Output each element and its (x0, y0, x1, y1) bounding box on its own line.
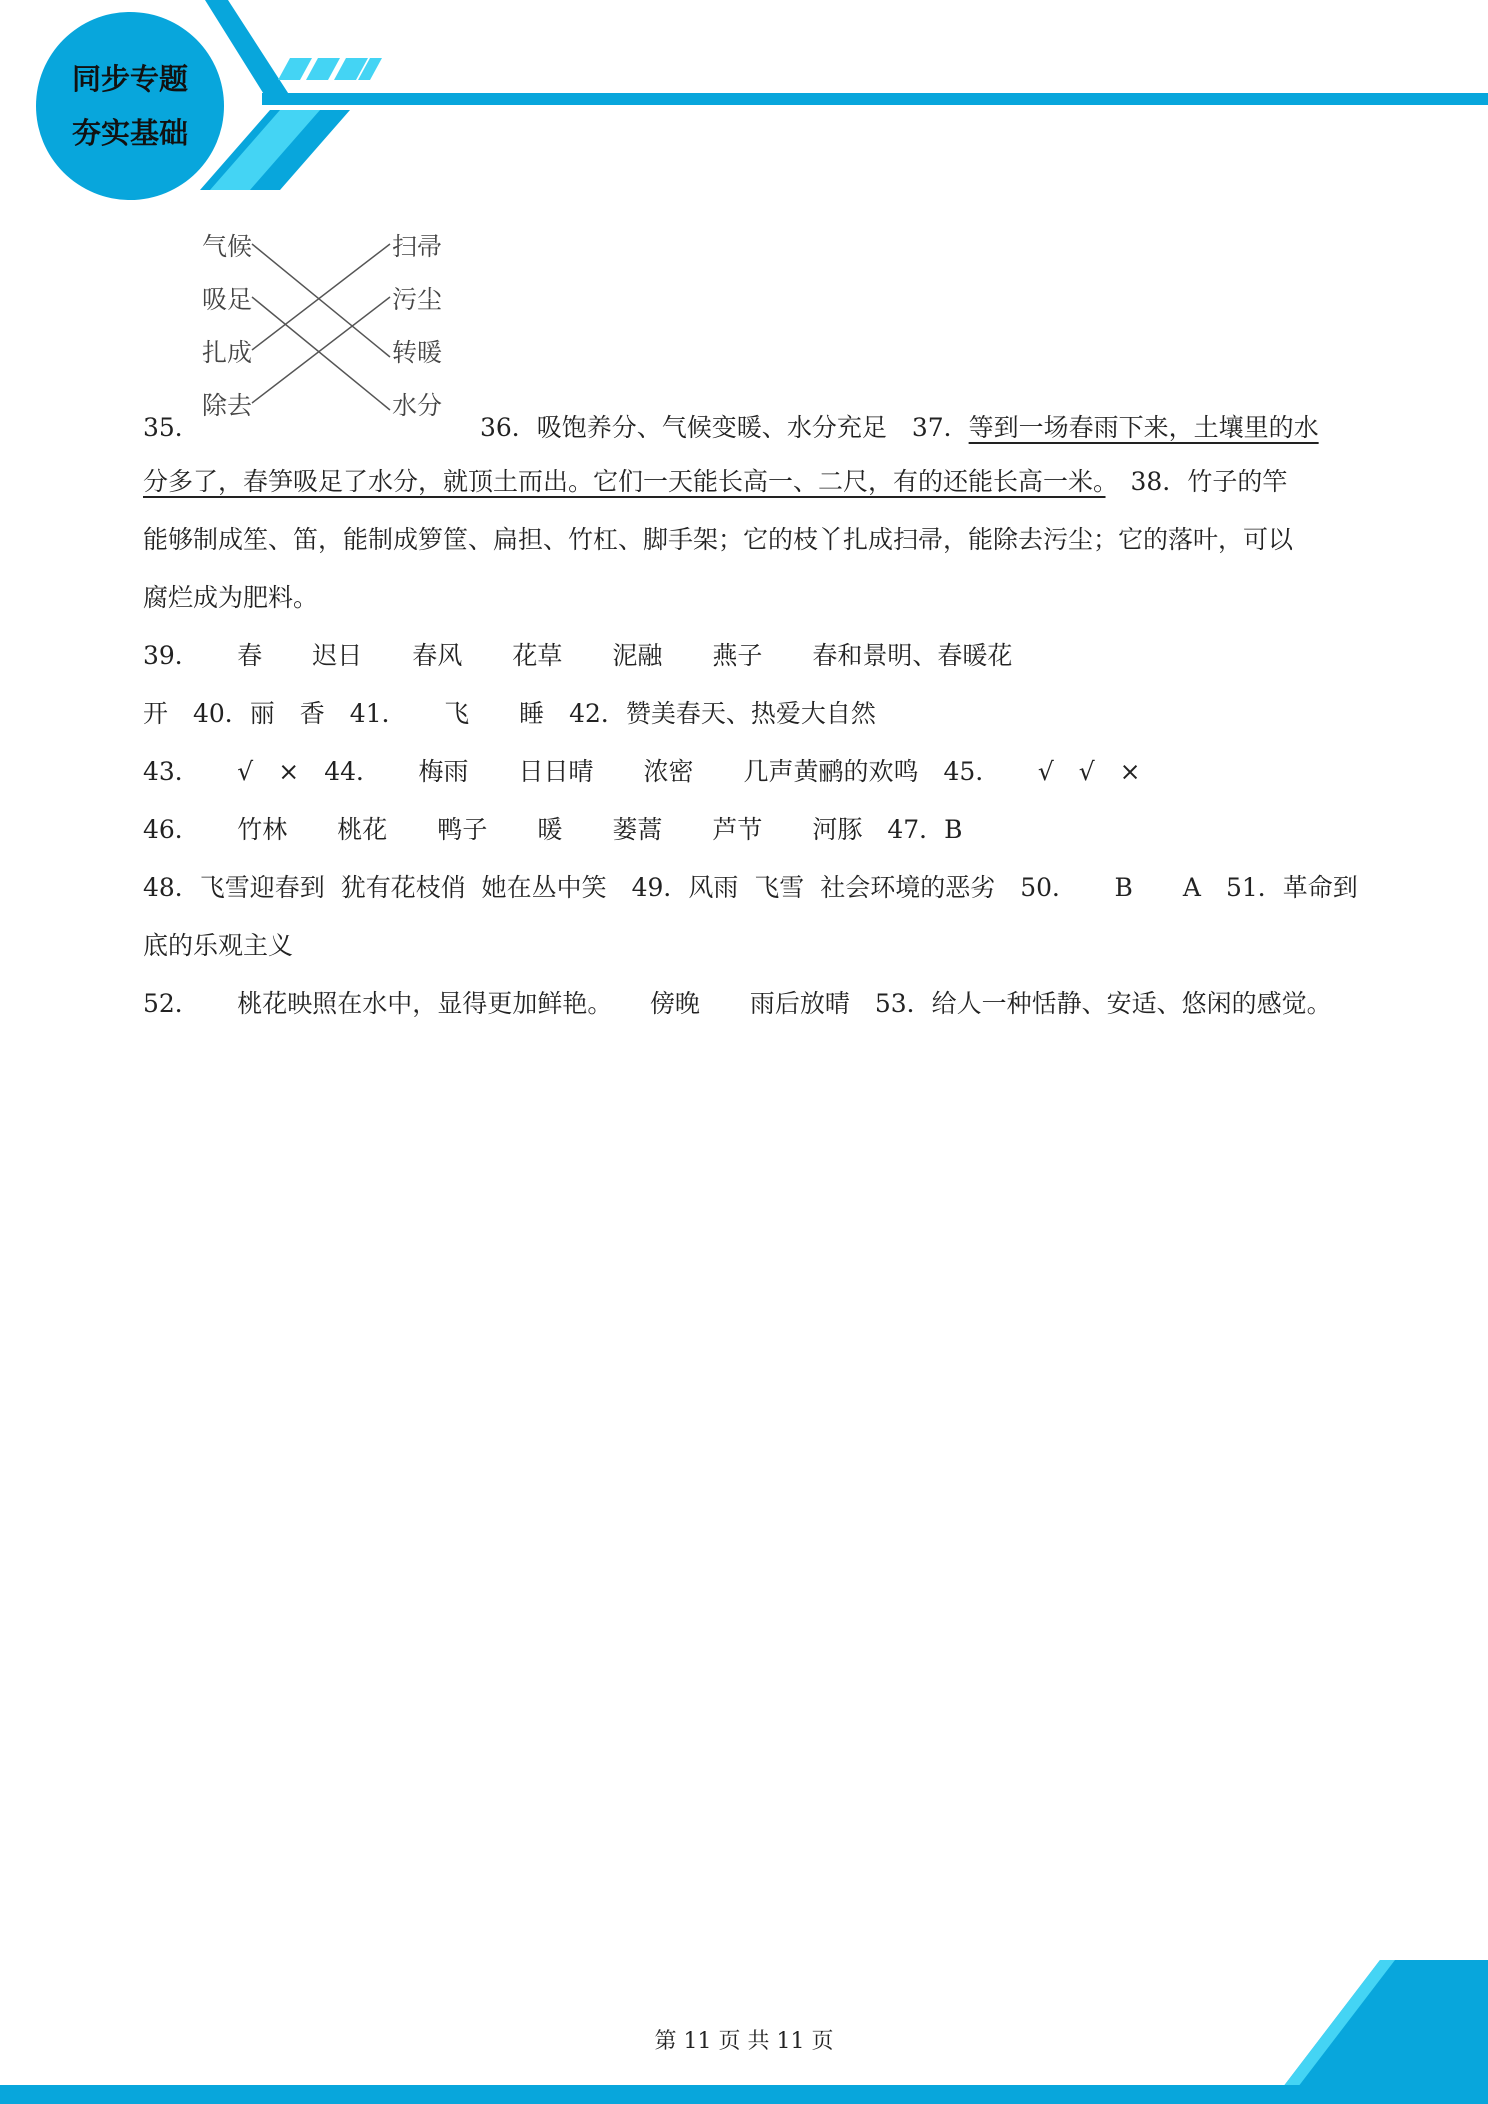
line-tie-broom (252, 244, 390, 350)
q38-start: 38．竹子的竿 (1105, 467, 1288, 496)
answer-line-40 (143, 694, 876, 730)
line-remove-dust (252, 297, 390, 403)
match-right-2: 污尘 (392, 285, 443, 314)
q46-47-text: 46． 竹林 桃花 鸭子 暖 蒌蒿 芦节 河豚 47．B (143, 815, 963, 844)
q37-underlined-b: 分多了，春笋吸足了水分，就顶土而出。它们一天能长高一、二尺，有的还能长高一米。 (143, 467, 1106, 496)
matching-lines (190, 222, 460, 422)
badge-line1: 同步专题 (71, 62, 188, 96)
match-left-3: 扎成 (202, 338, 253, 367)
q36-37-text: 36．吸饱养分、气候变暖、水分充足 37． (480, 413, 969, 442)
badge-line2: 夯实基础 (71, 116, 188, 150)
answer-line-37b (143, 462, 1287, 498)
answer-line-46 (143, 810, 963, 846)
match-right-4: 水分 (392, 391, 443, 420)
answer-line-35 (143, 408, 200, 444)
match-right-1: 扫帚 (392, 232, 443, 261)
answer-line-52 (143, 984, 1332, 1020)
line-climate-warm (252, 244, 390, 357)
q48-51-text: 48．飞雪迎春到 犹有花枝俏 她在丛中笑 49．风雨 飞雪 社会环境的恶劣 50． B A 51．革命到 (143, 873, 1358, 902)
answer-line-43 (143, 752, 1141, 788)
answer-line-38b (143, 520, 1293, 556)
q35-label: 35． (143, 413, 200, 442)
match-left-2: 吸足 (202, 285, 253, 314)
line-absorb-water (252, 297, 390, 410)
q52-53-text: 52． 桃花映照在水中，显得更加鲜艳。 傍晚 雨后放晴 53．给人一种恬静、安适、悠闲的感觉。 (143, 989, 1332, 1018)
q51-end: 底的乐观主义 (143, 931, 294, 960)
q38-middle: 能够制成笙、笛，能制成箩筐、扁担、竹杠、脚手架；它的枝丫扎成扫帚，能除去污尘；它的落叶，可以 (143, 525, 1294, 554)
match-left-4: 除去 (202, 391, 253, 420)
answer-line-39 (143, 636, 1012, 672)
q38-end: 腐烂成为肥料。 (143, 583, 319, 612)
q37-underlined-a: 等到一场春雨下来，土壤里的水 (968, 413, 1319, 442)
answer-line-51b (143, 926, 293, 962)
match-right-3: 转暖 (392, 338, 443, 367)
answer-line-38c (143, 578, 318, 614)
answer-line-36 (480, 408, 1319, 444)
match-left-1: 气候 (202, 232, 253, 261)
section-badge (36, 12, 224, 200)
page-number: 第 11 页 共 11 页 (654, 2029, 834, 2054)
matching-diagram (190, 222, 460, 422)
q39-42-text: 开 40．丽 香 41． 飞 睡 42．赞美春天、热爱大自然 (143, 699, 876, 728)
q39-text: 39． 春 迟日 春风 花草 泥融 燕子 春和景明、春暖花 (143, 641, 1013, 670)
answer-line-48 (143, 868, 1358, 904)
q43-45-text: 43． √ × 44． 梅雨 日日晴 浓密 几声黄鹂的欢鸣 45． √ √ × (143, 757, 1141, 786)
